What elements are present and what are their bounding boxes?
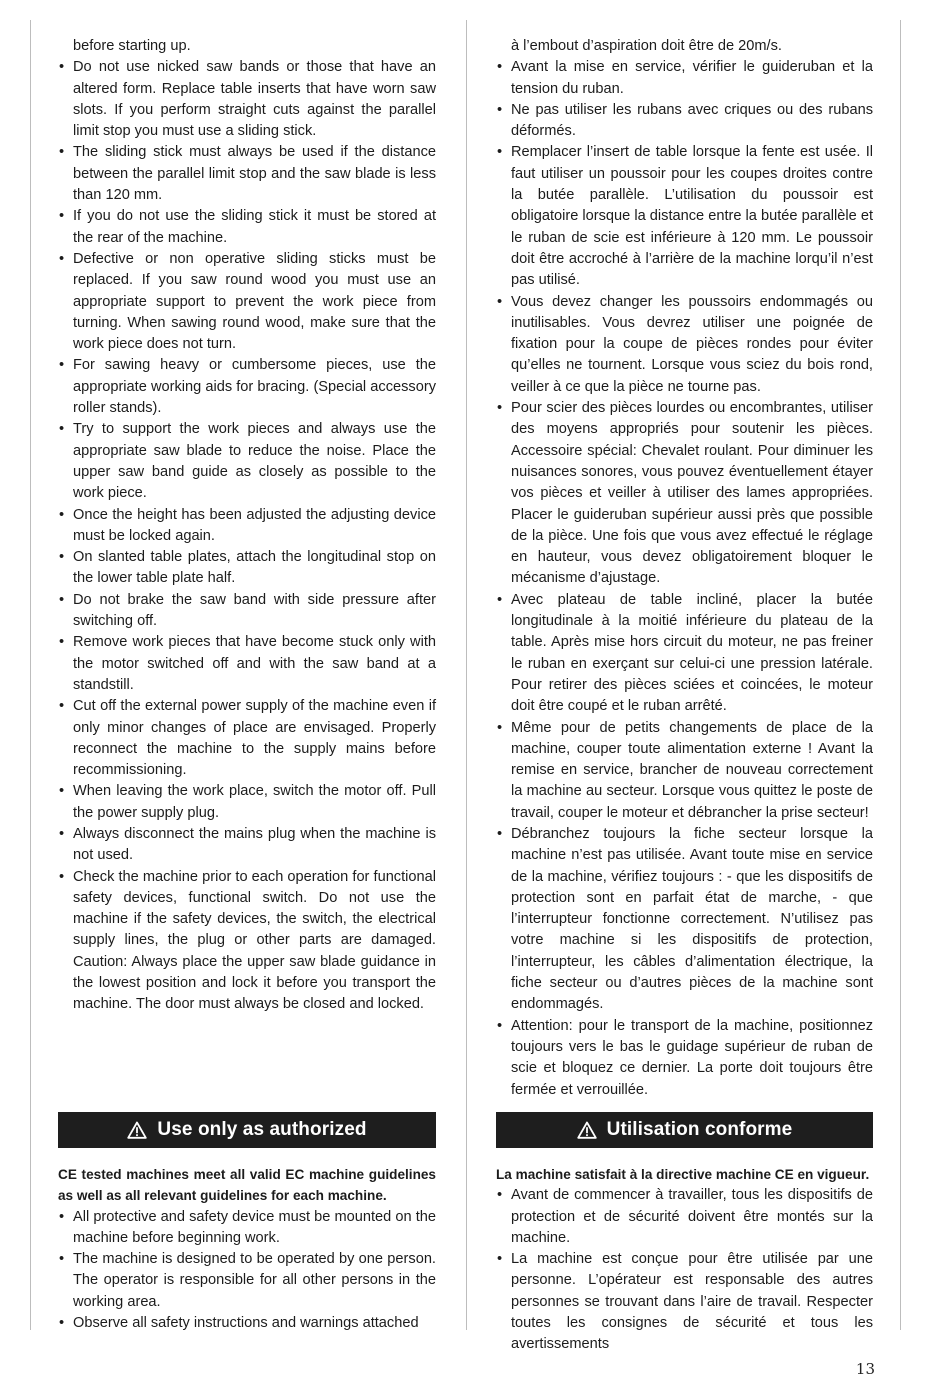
list-item: • La machine est conçue pour être utilisée par une personne. L’opérateur est responsable des autres personnes se trouvant dans l’aire de travail. Respecter toutes les consignes de sécurité et tous les avertissements xyxy=(496,1249,873,1355)
english-safety-column xyxy=(58,36,436,1016)
list-item: • All protective and safety device must be mounted on the machine before beginning work. xyxy=(58,1207,436,1250)
authorized-use-list xyxy=(58,1207,436,1335)
list-item: • Do not brake the saw band with side pressure after switching off. xyxy=(58,590,436,633)
section-intro: CE tested machines meet all valid EC machine guidelines as well as all relevant guidelines for each machine. xyxy=(58,1167,436,1204)
list-item: • Avant de commencer à travailler, tous les dispositifs de protection et de sécurité doivent être montés sur la machine. xyxy=(496,1185,873,1249)
list-item: • Remplacer l’insert de table lorsque la fente est usée. Il faut utiliser un poussoir pour les coupes droites contre la butée parallèle. L’utilisation du poussoir est obligatoire lorsque la distance entre la butée parallèle et le ruban de scie est inférieure à 120 mm. Le poussoir doit être accroché à l’arrière de la machine lorqu’il n’est pas utilisé. xyxy=(496,142,873,291)
list-item: • Avec plateau de table incliné, placer la butée longitudinale à la moitié inférieure du plateau de la table. Après mise hors circuit du moteur, ne pas freiner le ruban en exerçant sur celui-ci une pression latérale. Pour retirer des pièces sciées et coincées, le moteur doit être coupé et le ruban arrêté. xyxy=(496,590,873,718)
list-item: • Cut off the external power supply of the machine even if only minor changes of place are envisaged. Properly reconnect the machine to the supply mains before recommissioning. xyxy=(58,696,436,781)
section-body xyxy=(58,1164,436,1334)
continued-text: à l’embout d’aspiration doit être de 20m/s. xyxy=(511,38,782,54)
list-item: • Débranchez toujours la fiche secteur lorsque la machine n’est pas utilisée. Avant toute mise en service de la machine, vérifiez toujours : - que les dispositifs de protection sont en parfait état de marche, - que l’interrupteur fonctionne correctement. N’utilisez pas votre machine si les dispositifs de protection, l’interrupteur, les câbles d’alimentation électrique, la fiche secteur ou d’autres pièces de la machine sont endommagés. xyxy=(496,824,873,1016)
continued-text: before starting up. xyxy=(73,38,191,54)
section-heading-text: Use only as authorized xyxy=(157,1119,367,1140)
list-item: • The sliding stick must always be used if the distance between the parallel limit stop and the saw blade is less than 120 mm. xyxy=(58,142,436,206)
list-item: • Avant la mise en service, vérifier le guideruban et la tension du ruban. xyxy=(496,57,873,100)
french-safety-list xyxy=(496,57,873,1101)
right-margin-rule xyxy=(900,20,901,1330)
list-item: • If you do not use the sliding stick it must be stored at the rear of the machine. xyxy=(58,206,436,249)
utilisation-conforme-list xyxy=(496,1185,873,1355)
left-margin-rule xyxy=(30,20,31,1330)
section-heading xyxy=(496,1112,873,1148)
list-item: • Attention: pour le transport de la machine, positionnez toujours vers le bas le guidage supérieur de ruban de scie et bloquez ce dernier. La porte doit toujours être fermée et verrouillée. xyxy=(496,1016,873,1101)
list-item: • Même pour de petits changements de place de la machine, couper toute alimentation externe ! Avant la remise en service, brancher de nouveau correctement la machine au secteur. Lorsque vous quittez le poste de travail, couper le moteur et débrancher la prise secteur! xyxy=(496,718,873,824)
list-item: • When leaving the work place, switch the motor off. Pull the power supply plug. xyxy=(58,781,436,824)
list-item: • Check the machine prior to each operation for functional safety devices, functional switch. Do not use the machine if the safety devices, the switch, the electrical supply lines, the plug or other parts are damaged. Caution: Always place the upper saw blade guidance in the lowest position and lock it before you transport the machine. The door must always be closed and locked. xyxy=(58,867,436,1016)
list-item: • Vous devez changer les poussoirs endommagés ou inutilisables. Vous devrez utiliser une poignée de fixation pour la coupe de pièces rondes pour éviter qu’elles ne tournent. Lorsque vous sciez du bois rond, veiller à ce que la pièce ne tourne pas. xyxy=(496,292,873,398)
warning-triangle-icon xyxy=(577,1121,597,1139)
column-divider xyxy=(466,20,467,1330)
list-item: • Observe all safety instructions and warnings attached xyxy=(58,1313,436,1334)
list-item: • Defective or non operative sliding sticks must be replaced. If you saw round wood you must use an appropriate support to prevent the work piece from turning. When sawing round wood, make sure that the work piece does not turn. xyxy=(58,249,436,355)
section-heading-text: Utilisation conforme xyxy=(606,1119,793,1140)
section-intro: La machine satisfait à la directive machine CE en vigueur. xyxy=(496,1167,870,1182)
list-item: • Always disconnect the mains plug when the machine is not used. xyxy=(58,824,436,867)
list-item: • For sawing heavy or cumbersome pieces, use the appropriate working aids for bracing. (Special accessory roller stands). xyxy=(58,355,436,419)
list-item: • Try to support the work pieces and always use the appropriate saw blade to reduce the noise. Place the upper saw band guide as closely as possible to the work piece. xyxy=(58,419,436,504)
section-body xyxy=(496,1164,873,1356)
list-item: • Once the height has been adjusted the adjusting device must be locked again. xyxy=(58,505,436,548)
authorized-use-section xyxy=(58,1112,436,1334)
french-safety-column xyxy=(496,36,873,1101)
list-item: • Remove work pieces that have become stuck only with the motor switched off and with the saw band at a standstill. xyxy=(58,632,436,696)
page-number: 13 xyxy=(855,1360,875,1378)
list-item: • Do not use nicked saw bands or those that have an altered form. Replace table inserts that have worn saw slots. If you perform straight cuts against the parallel limit stop you must use a sliding stick. xyxy=(58,57,436,142)
english-safety-list xyxy=(58,57,436,1015)
list-item: • On slanted table plates, attach the longitudinal stop on the lower table plate half. xyxy=(58,547,436,590)
section-heading xyxy=(58,1112,436,1148)
utilisation-conforme-section xyxy=(496,1112,873,1356)
warning-triangle-icon xyxy=(127,1121,147,1139)
list-item: • The machine is designed to be operated by one person. The operator is responsible for all other persons in the working area. xyxy=(58,1249,436,1313)
list-item: • Ne pas utiliser les rubans avec criques ou des rubans déformés. xyxy=(496,100,873,143)
list-item: • Pour scier des pièces lourdes ou encombrantes, utiliser des moyens appropriés pour soutenir les pièces. Accessoire spécial: Chevalet roulant. Pour diminuer les nuisances sonores, vous pouvez éventuellement étayer vos pièces et veiller à utiliser des lames appropriées. Placer le guideruban supérieur aussi près que possible de la pièce. Une fois que vous avez effectué le réglage en hauteur, vous devez obligatoirement bloquer le mécanisme d’ajustage. xyxy=(496,398,873,590)
